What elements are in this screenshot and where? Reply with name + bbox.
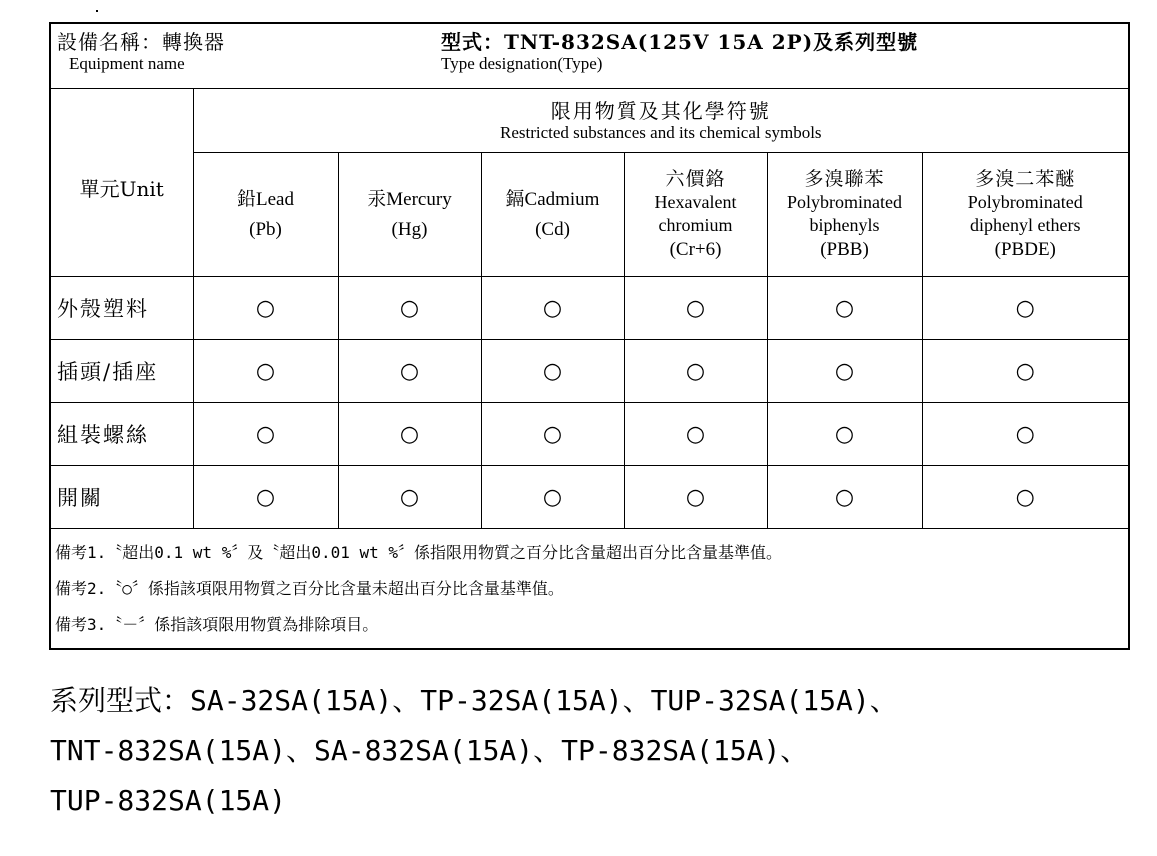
substance-lead-symbol: (Pb) — [249, 218, 282, 240]
notes-cell — [50, 529, 1129, 649]
compliance-mark: ○ — [767, 466, 922, 529]
compliance-mark: ○ — [624, 277, 767, 340]
unit-header: 單元Unit — [50, 89, 193, 277]
top-mark — [96, 10, 98, 12]
equipment-name-en: Equipment name — [69, 54, 185, 73]
equipment-name-block — [57, 30, 441, 74]
substance-chromium-en2: chromium — [658, 214, 733, 235]
restricted-substances-header — [193, 89, 1129, 153]
compliance-mark: ○ — [922, 340, 1129, 403]
compliance-mark: ○ — [193, 466, 338, 529]
substance-mercury — [338, 153, 481, 277]
equipment-name-zh: 設備名稱：轉換器 — [57, 30, 225, 54]
substance-pbde-en1: Polybrominated — [967, 191, 1083, 212]
type-en: Type designation(Type) — [441, 54, 603, 73]
compliance-mark: ○ — [338, 277, 481, 340]
series-models — [50, 676, 1110, 826]
note-3: 備考3.〝－〞係指該項限用物質為排除項目。 — [55, 614, 379, 634]
part-name: 插頭/插座 — [50, 340, 193, 403]
substance-chromium-symbol: (Cr+6) — [669, 238, 722, 260]
compliance-mark: ○ — [767, 340, 922, 403]
table-row — [50, 403, 1129, 466]
group-title-zh: 限用物質及其化學符號 — [550, 98, 771, 123]
substance-pbde — [922, 153, 1129, 277]
compliance-mark: ○ — [338, 340, 481, 403]
substance-lead-name: 鉛Lead — [237, 188, 294, 210]
substance-pbde-symbol: (PBDE) — [994, 238, 1056, 260]
header-cell — [50, 23, 1129, 89]
compliance-mark: ○ — [338, 403, 481, 466]
table-row — [50, 340, 1129, 403]
series-line-3: TUP-832SA(15A) — [50, 784, 287, 817]
substance-chromium-en1: Hexavalent — [654, 191, 737, 212]
substance-pbb — [767, 153, 922, 277]
substance-pbb-symbol: (PBB) — [820, 238, 869, 260]
compliance-mark: ○ — [767, 403, 922, 466]
substance-lead — [193, 153, 338, 277]
series-line-2: TNT-832SA(15A)、SA-832SA(15A)、TP-832SA(15A)、 — [50, 734, 809, 767]
compliance-mark: ○ — [481, 277, 624, 340]
note-2: 備考2.〝○〞係指該項限用物質之百分比含量未超出百分比含量基準值。 — [55, 578, 564, 598]
compliance-mark: ○ — [338, 466, 481, 529]
substance-pbb-en1: Polybrominated — [787, 191, 902, 212]
table-row — [50, 466, 1129, 529]
rohs-table — [49, 22, 1130, 650]
type-zh: 型式：TNT-832SA(125V 15A 2P)及系列型號 — [441, 30, 919, 54]
substance-chromium-zh: 六價鉻 — [665, 167, 726, 190]
part-name: 組裝螺絲 — [50, 403, 193, 466]
type-designation-block — [441, 30, 918, 74]
substance-cadmium — [481, 153, 624, 277]
compliance-mark: ○ — [767, 277, 922, 340]
substance-pbb-zh: 多溴聯苯 — [804, 167, 885, 190]
compliance-mark: ○ — [624, 340, 767, 403]
compliance-mark: ○ — [193, 340, 338, 403]
substance-pbde-zh: 多溴二苯醚 — [975, 167, 1076, 190]
compliance-mark: ○ — [624, 466, 767, 529]
substance-cadmium-symbol: (Cd) — [535, 218, 570, 240]
table-row — [50, 277, 1129, 340]
substance-pbde-en2: diphenyl ethers — [970, 214, 1081, 235]
compliance-mark: ○ — [922, 403, 1129, 466]
compliance-mark: ○ — [481, 403, 624, 466]
group-title-en: Restricted substances and its chemical symbols — [500, 122, 822, 142]
compliance-mark: ○ — [922, 277, 1129, 340]
series-line-1: 系列型式：SA-32SA(15A)、TP-32SA(15A)、TUP-32SA(15A)、 — [50, 684, 898, 717]
compliance-mark: ○ — [481, 466, 624, 529]
substance-cadmium-name: 鎘Cadmium — [505, 188, 600, 210]
compliance-mark: ○ — [193, 403, 338, 466]
part-name: 開關 — [50, 466, 193, 529]
substance-pbb-en2: biphenyls — [809, 214, 880, 235]
compliance-mark: ○ — [624, 403, 767, 466]
part-name: 外殼塑料 — [50, 277, 193, 340]
substance-mercury-symbol: (Hg) — [391, 218, 428, 240]
note-1: 備考1.〝超出0.1 wt %〞及〝超出0.01 wt %〞係指限用物質之百分比含量超出百分比含量基準值。 — [55, 542, 783, 562]
compliance-mark: ○ — [922, 466, 1129, 529]
substance-mercury-name: 汞Mercury — [367, 188, 452, 210]
compliance-mark: ○ — [193, 277, 338, 340]
substance-chromium — [624, 153, 767, 277]
compliance-mark: ○ — [481, 340, 624, 403]
